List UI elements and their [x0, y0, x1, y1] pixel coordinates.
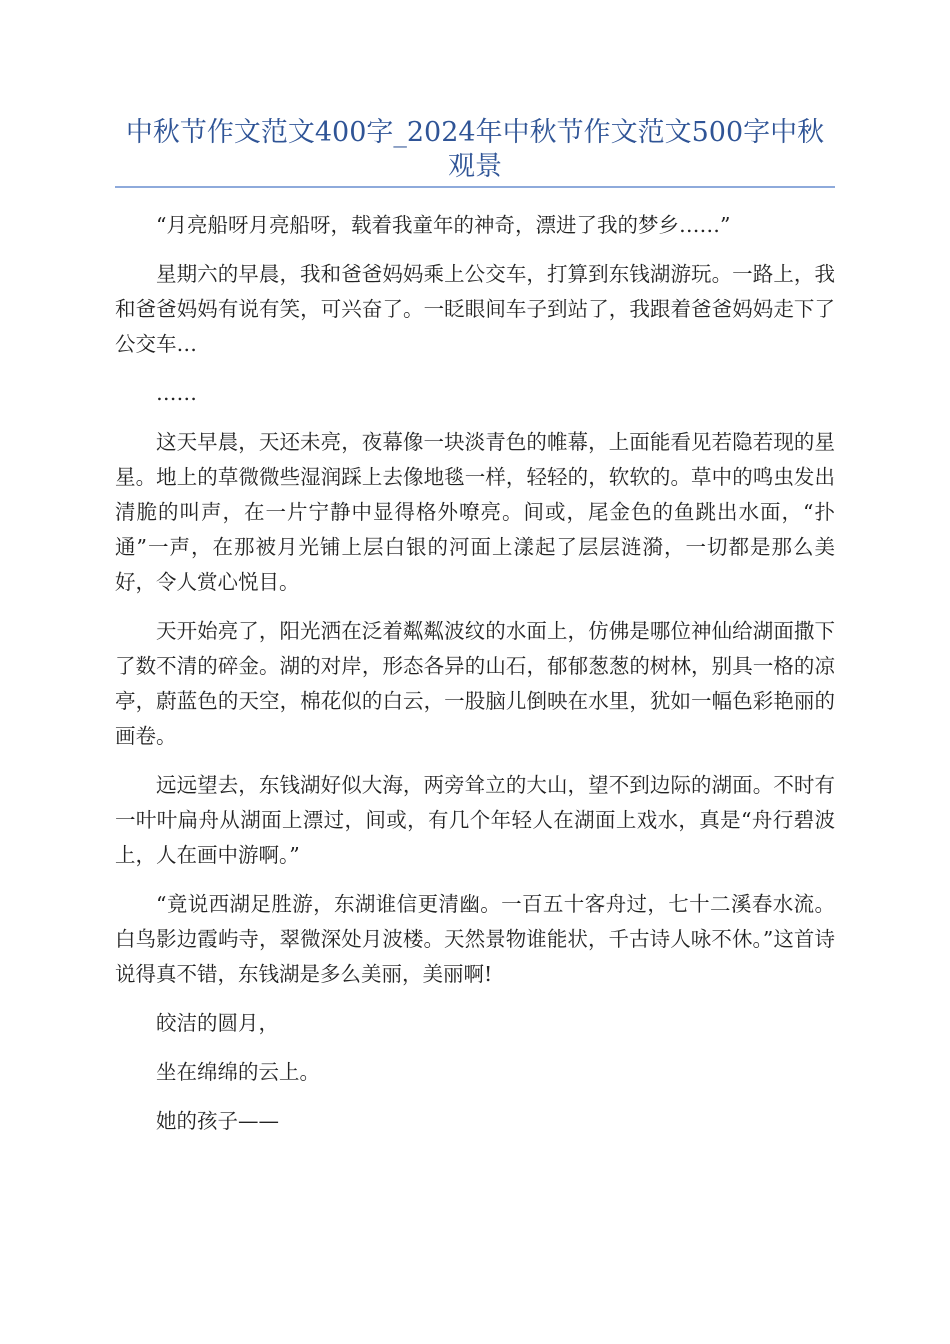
document-body: [115, 208, 835, 1153]
paragraph-4: 这天早晨，天还未亮，夜幕像一块淡青色的帷幕，上面能看见若隐若现的星星。地上的草微微些湿润踩上去像地毯一样，轻轻的，软软的。草中的鸣虫发出清脆的叫声，在一片宁静中显得格外嘹亮。间或，尾金色的鱼跳出水面，“扑通”一声，在那被月光铺上层白银的河面上漾起了层层涟漪，一切都是那么美好，令人赏心悦目。: [115, 430, 835, 594]
title-underline: [115, 186, 835, 188]
paragraph-6: 远远望去，东钱湖好似大海，两旁耸立的大山，望不到边际的湖面。不时有一叶叶扁舟从湖面上漂过，间或，有几个年轻人在湖面上戏水，真是“舟行碧波上，人在画中游啊。”: [115, 773, 835, 867]
paragraph-5: 天开始亮了，阳光洒在泛着粼粼波纹的水面上，仿佛是哪位神仙给湖面撒下了数不清的碎金。湖的对岸，形态各异的山石，郁郁葱葱的树林，别具一格的凉亭，蔚蓝色的天空，棉花似的白云，一股脑儿倒映在水里，犹如一幅色彩艳丽的画卷。: [115, 619, 835, 748]
paragraph-8: 皎洁的圆月，: [156, 1011, 279, 1035]
paragraph-10: 她的孩子——: [156, 1109, 279, 1133]
paragraph-9: 坐在绵绵的云上。: [156, 1060, 320, 1084]
document-title: 中秋节作文范文400字_2024年中秋节作文范文500字中秋观景: [125, 117, 825, 182]
paragraph-2: 星期六的早晨，我和爸爸妈妈乘上公交车，打算到东钱湖游玩。一路上，我和爸爸妈妈有说有笑，可兴奋了。一眨眼间车子到站了，我跟着爸爸妈妈走下了公交车…: [115, 262, 835, 356]
paragraph-3: ……: [156, 381, 197, 405]
paragraph-1: “月亮船呀月亮船呀，载着我童年的神奇，漂进了我的梦乡……”: [156, 213, 731, 237]
paragraph-7: “竟说西湖足胜游，东湖谁信更清幽。一百五十客舟过，七十二溪春水流。白鸟影边霞屿寺，翠微深处月波楼。天然景物谁能状，千古诗人咏不休。”这首诗说得真不错，东钱湖是多么美丽，美丽啊!: [115, 892, 835, 986]
